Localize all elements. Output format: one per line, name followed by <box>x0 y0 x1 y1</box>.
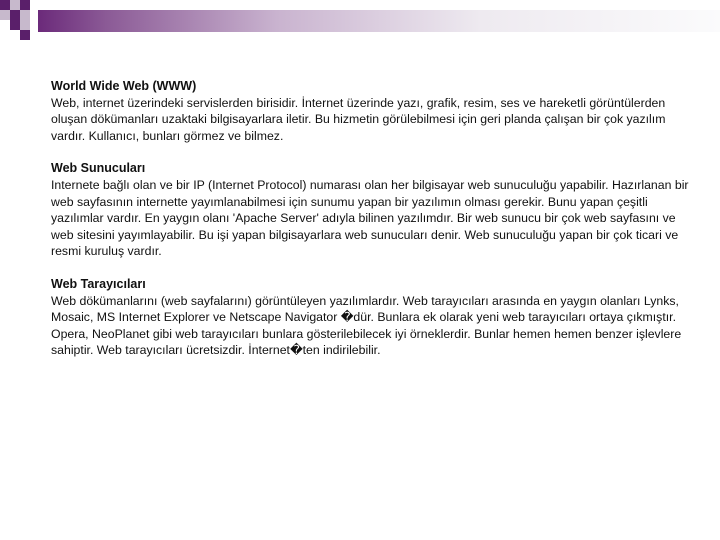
decor-square <box>0 10 10 20</box>
decor-square <box>10 20 20 30</box>
slide-content <box>51 78 691 375</box>
decor-square <box>0 0 10 10</box>
section-web-servers <box>51 160 691 260</box>
decor-square <box>10 10 20 20</box>
section-body: Web, internet üzerindeki servislerden birisidir. İnternet üzerinde yazı, grafik, resim, ses ve hareketli görüntülerden oluşan dökümanları uzaktaki bilgisayarlara iletir. Bu hizmetin görülebilmesi için geri planda çalışan bir çok yazılım vardır. Kullanıcı, bunları görmez ve bilmez. <box>51 95 666 143</box>
section-body: Internete bağlı olan ve bir IP (Internet Protocol) numarası olan her bilgisayar web sunuculuğu yapabilir. Hazırlanan bir web sayfasının internette yayımlanabilmesi için sunumu yapan bir yazılımın olması gerekir. Bunu yapan çeşitli yazılımlar vardır. En yaygın olanı 'Apache Server' adıyla bilinen yazılımdır. Bir web sunucu bir çok web sayfasını ve web sitesini yayımlayabilir. Bu işi yapan bilgisayarlara web sunucuları denir. Web sunuculuğu yapan bir çok ticari ve resmi kuruluş vardır. <box>51 177 689 259</box>
decor-square <box>20 10 30 20</box>
decor-square <box>20 20 30 30</box>
section-title: Web Sunucuları <box>51 161 146 176</box>
decor-square <box>20 30 30 40</box>
section-title: World Wide Web (WWW) <box>51 79 197 93</box>
decor-square <box>20 0 30 10</box>
section-web-browsers <box>51 276 691 359</box>
section-title: Web Tarayıcıları <box>51 276 146 291</box>
header-decoration <box>0 0 720 50</box>
section-www <box>51 78 691 144</box>
gradient-bar <box>38 10 720 32</box>
decor-square <box>10 0 20 10</box>
section-body: Web dökümanlarını (web sayfalarını) görüntüleyen yazılımlardır. Web tarayıcıları arasında en yaygın olanları Lynks, Mosaic, MS Internet Explorer ve Netscape Navigator �dür. Bunlara ek olarak yeni web tarayıcıları ortaya çıkmıştır. Opera, NeoPlanet gibi web tarayıcıları bunlara gösterilebilecek iyi örneklerdir. Bunlar hemen hemen benzer işlevlere sahiptir. Web tarayıcıları ücretsizdir. İnternet�ten indirilebilir. <box>51 293 682 358</box>
